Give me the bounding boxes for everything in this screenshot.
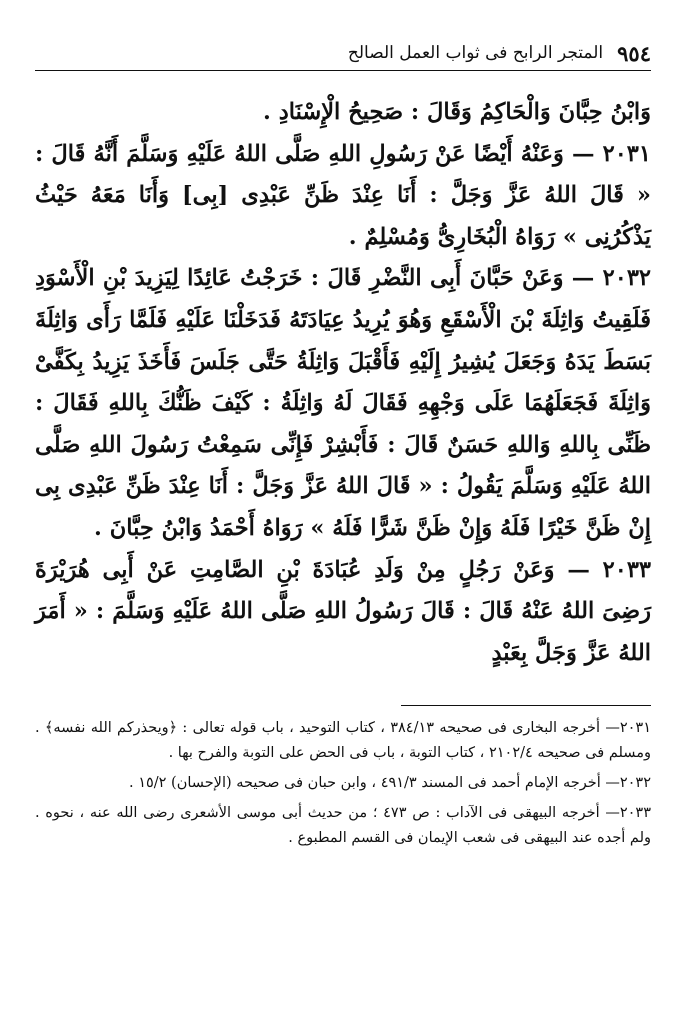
hadith-number: ٢٠٣٢ xyxy=(602,265,651,292)
footnotes xyxy=(35,716,651,856)
hadith-2032 xyxy=(35,258,651,549)
footnote-number: ٢٠٣٢ xyxy=(619,775,651,791)
footnote-number: ٢٠٣١ xyxy=(619,720,651,736)
footnote-number: ٢٠٣٣ xyxy=(619,805,651,821)
running-title: المتجر الرابح فى ثواب العمل الصالح xyxy=(347,43,604,63)
running-header xyxy=(40,40,651,66)
paragraph-continuation xyxy=(35,92,651,134)
main-text xyxy=(35,92,651,674)
footnote-text: — أخرجه البخارى فى صحيحه ٣٨٤/١٣ ، كتاب التوحيد ، باب قوله تعالى : ﴿ويحذركم الله نفسه﴾ . ومسلم فى صحيحه ٢١٠٢/٤ ، كتاب التوبة ، باب فى الحض على التوبة والفرح بها . xyxy=(35,720,651,761)
hadith-text: — وَعَنْ حَبَّانَ أَبِى النَّضْرِ قَالَ : خَرَجْتُ عَائِدًا لِيَزِيدَ بْنِ الْأَسْوَدِ فَلَقِيتُ وَاثِلَةَ بْنَ الْأَسْقَعِ وَهُوَ يُرِيدُ عِيَادَتَهُ فَدَخَلْنَا عَلَيْهِ فَلَمَّا رَأَى وَاثِلَةَ بَسَطَ يَدَهُ وَجَعَلَ يُشِيرُ إِلَيْهِ فَأَقْبَلَ وَاثِلَةُ حَتَّى جَلَسَ فَأَخَذَ يَزِيدُ بِكَفَّىْ وَاثِلَةَ فَجَعَلَهُمَا عَلَى وَجْهِهِ فَقَالَ لَهُ وَاثِلَةُ : كَيْفَ ظَنُّكَ بِاللهِ فَقَالَ : ظَنِّى بِاللهِ وَاللهِ حَسَنٌ قَالَ : فَأَبْشِرْ فَإِنِّى سَمِعْتُ رَسُولَ اللهِ صَلَّى اللهُ عَلَيْهِ وَسَلَّمَ يَقُولُ : « قَالَ اللهُ عَزَّ وَجَلَّ : أَنَا عِنْدَ ظَنِّ عَبْدِى بِى إِنْ ظَنَّ خَيْرًا فَلَهُ وَإِنْ ظَنَّ شَرًّا فَلَهُ » رَوَاهُ أَحْمَدُ وَابْنُ حِبَّانَ . xyxy=(35,265,651,541)
footnote-2032 xyxy=(35,771,651,796)
footnote-2031 xyxy=(35,716,651,766)
hadith-number: ٢٠٣٣ xyxy=(602,556,651,583)
footnote-text: — أخرجه الإمام أحمد فى المسند ٤٩١/٣ ، وابن حبان فى صحيحه (الإحسان) ١٥/٢ . xyxy=(128,775,620,791)
hadith-2031 xyxy=(35,134,651,259)
header-rule xyxy=(35,70,651,71)
hadith-number: ٢٠٣١ xyxy=(602,140,651,167)
footnote-2033 xyxy=(35,801,651,851)
footnote-text: — أخرجه البيهقى فى الآداب : ص ٤٧٣ ؛ من حديث أبى موسى الأشعرى رضى الله عنه ، نحوه . ولم أجده عند البيهقى فى شعب الإيمان فى القسم المطبوع . xyxy=(35,805,651,846)
page-number: ٩٥٤ xyxy=(617,40,651,66)
hadith-text: — وَعَنْ رَجُلٍ مِنْ وَلَدِ عُبَادَةَ بْنِ الصَّامِتِ عَنْ أَبِى هُرَيْرَةَ رَضِىَ اللهُ عَنْهُ قَالَ : قَالَ رَسُولُ اللهِ صَلَّى اللهُ عَلَيْهِ وَسَلَّمَ : « أَمَرَ اللهُ عَزَّ وَجَلَّ بِعَبْدٍ xyxy=(35,556,651,666)
footnote-rule xyxy=(401,705,651,706)
paragraph-text: وَابْنُ حِبَّانَ وَالْحَاكِمُ وَقَالَ : صَحِيحُ الْإِسْنَادِ . xyxy=(263,99,651,125)
hadith-2033 xyxy=(35,550,651,675)
hadith-text: — وَعَنْهُ أَيْضًا عَنْ رَسُولِ اللهِ صَلَّى اللهُ عَلَيْهِ وَسَلَّمَ أَنَّهُ قَالَ : « قَالَ اللهُ عَزَّ وَجَلَّ : أَنَا عِنْدَ ظَنِّ عَبْدِى [بِى] وَأَنَا مَعَهُ حَيْثُ يَذْكُرُنِى » رَوَاهُ الْبُخَارِىُّ وَمُسْلِمٌ . xyxy=(35,140,651,250)
